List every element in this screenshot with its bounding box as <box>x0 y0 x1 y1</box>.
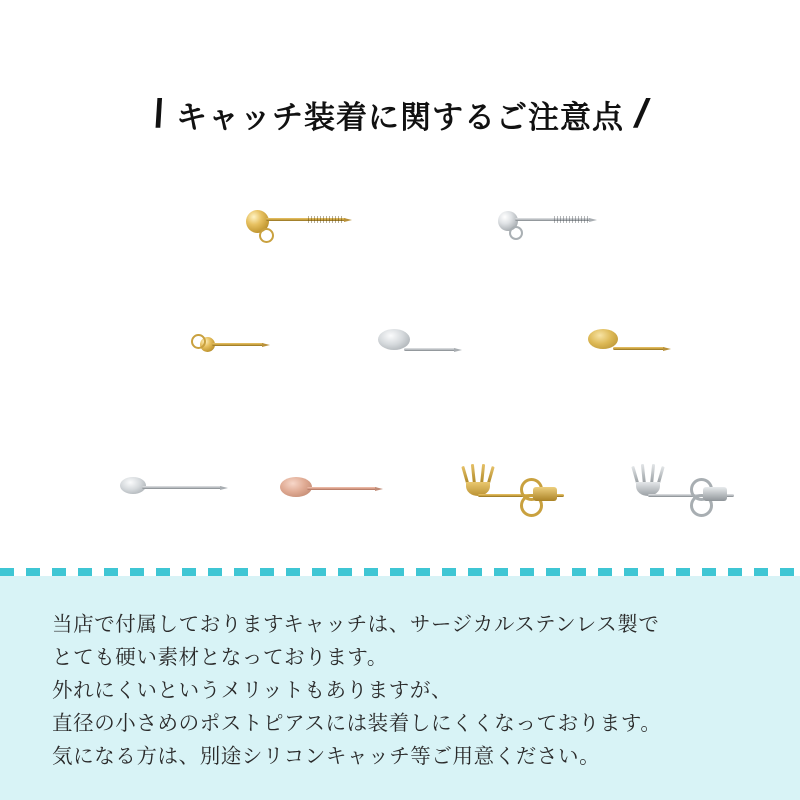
post-threads <box>308 216 344 223</box>
catch-body-icon <box>703 487 727 501</box>
page-title-block <box>0 88 800 140</box>
heading-right-slash-icon: / <box>630 92 653 136</box>
post-tip-icon <box>589 218 597 222</box>
note-line: 外れにくいというメリットもありますが、 <box>52 678 453 702</box>
part-silver-ball-post-with-loop <box>492 200 612 250</box>
post-tip-icon <box>663 347 671 351</box>
post-tip-icon <box>344 218 352 222</box>
part-rose-gold-flat-plate-post <box>280 472 400 512</box>
part-gold-flat-pad-post <box>588 325 678 370</box>
loop-ring-icon <box>191 334 206 349</box>
part-gold-small-ball-post-with-loop <box>190 328 280 368</box>
note-line: 直径の小さめのポストピアスには装着しにくくなっております。 <box>52 711 662 735</box>
heading-left-slash-icon: \ <box>147 92 170 136</box>
post-tip-icon <box>220 486 228 490</box>
post-tip-icon <box>375 487 383 491</box>
flat-pad-icon <box>588 329 618 349</box>
parts-gallery <box>0 160 800 560</box>
post-shaft <box>307 487 377 490</box>
note-line: 気になる方は、別途シリコンキャッチ等ご用意ください。 <box>52 744 601 768</box>
part-gold-ball-post-with-loop <box>240 200 360 250</box>
note-line: とても硬い素材となっております。 <box>52 645 388 669</box>
note-panel <box>0 576 800 800</box>
part-silver-prong-setting-post-with-catch <box>628 460 768 520</box>
post-shaft <box>613 347 665 350</box>
part-silver-flat-pad-post <box>378 325 468 370</box>
loop-ring-icon <box>509 226 523 240</box>
part-gold-prong-setting-post-with-catch <box>458 460 598 520</box>
post-tip-icon <box>262 343 270 347</box>
flat-pad-icon <box>378 329 410 350</box>
page-title: キャッチ装着に関するご注意点 <box>176 99 624 136</box>
dashed-divider <box>0 568 800 576</box>
loop-ring-icon <box>259 228 274 243</box>
note-line: 当店で付属しておりますキャッチは、サージカルステンレス製で <box>52 612 660 636</box>
post-shaft <box>404 348 456 351</box>
post-shaft <box>142 486 222 489</box>
catch-body-icon <box>533 487 557 501</box>
part-silver-flat-plate-post <box>120 470 240 510</box>
post-threads <box>554 216 588 223</box>
post-shaft <box>212 343 264 346</box>
post-tip-icon <box>454 348 462 352</box>
